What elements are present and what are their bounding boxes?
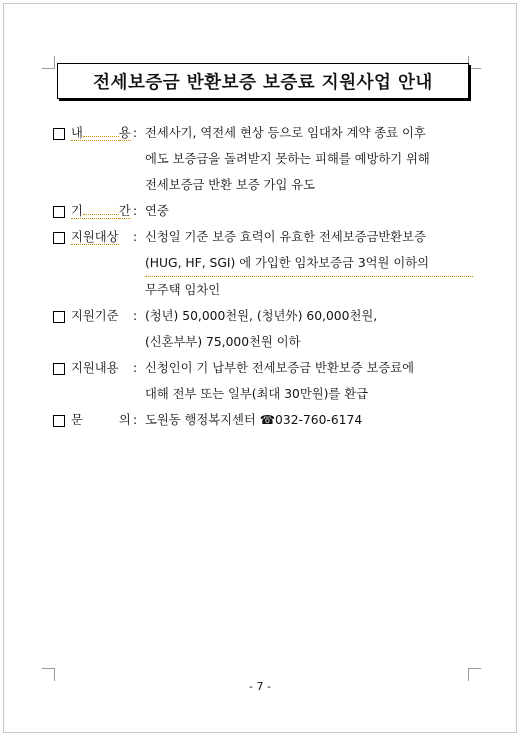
item-label: 지원대상 <box>71 230 119 244</box>
text-line: 신청일 기준 보증 효력이 유효한 전세보증금반환보증 <box>145 230 426 244</box>
item-text <box>145 120 473 198</box>
checkbox-icon <box>53 363 65 375</box>
colon: : <box>133 230 138 244</box>
page-number: - 7 - <box>249 680 271 693</box>
crop-mark-top-left <box>42 56 55 69</box>
item-text <box>145 407 473 433</box>
item-text <box>145 355 473 407</box>
colon: : <box>133 413 138 427</box>
colon: : <box>133 309 138 323</box>
item-target <box>53 224 473 303</box>
item-inquiry <box>53 407 473 433</box>
item-label: 지원내용 <box>71 361 119 375</box>
item-criteria <box>53 303 473 355</box>
text-line: 신청인이 기 납부한 전세보증금 반환보증 보증료에 <box>145 361 414 375</box>
item-label: 내 용 <box>71 126 131 140</box>
item-label: 문 의 <box>71 413 131 427</box>
checkbox-icon <box>53 415 65 427</box>
text-line: 전세사기, 역전세 현상 등으로 임대차 계약 종료 이후 <box>145 126 426 140</box>
text-line: 에도 보증금을 돌려받지 못하는 피해를 예방하기 위해 <box>145 152 430 166</box>
item-content <box>53 120 473 198</box>
document-title: 전세보증금 반환보증 보증료 지원사업 안내 <box>57 63 469 99</box>
text-line: 연중 <box>145 204 169 218</box>
item-period <box>53 198 473 224</box>
text-line: 대해 전부 또는 일부(최대 30만원)를 환급 <box>145 387 368 401</box>
text-line: 무주택 임차인 <box>145 283 221 297</box>
crop-mark-top-right <box>468 56 481 69</box>
checkbox-icon <box>53 232 65 244</box>
colon: : <box>133 204 138 218</box>
item-label: 기 간 <box>71 204 131 218</box>
text-line: (청년) 50,000천원, (청년外) 60,000천원, <box>145 309 378 323</box>
colon: : <box>133 126 138 140</box>
item-text <box>145 303 473 355</box>
text-line: (신혼부부) 75,000천원 이하 <box>145 335 301 349</box>
checkbox-icon <box>53 128 65 140</box>
item-support <box>53 355 473 407</box>
item-text <box>145 198 473 224</box>
item-label: 지원기준 <box>71 309 119 323</box>
item-text <box>145 224 473 303</box>
inquiry-line: 도원동 행정복지센터 ☎032-760-6174 <box>145 413 363 427</box>
checkbox-icon <box>53 311 65 323</box>
colon: : <box>133 361 138 375</box>
text-line: (HUG, HF, SGI) 에 가입한 임차보증금 3억원 이하의 <box>145 250 473 277</box>
text-line: 전세보증금 반환 보증 가입 유도 <box>145 178 316 192</box>
notice-content <box>53 120 473 433</box>
checkbox-icon <box>53 206 65 218</box>
